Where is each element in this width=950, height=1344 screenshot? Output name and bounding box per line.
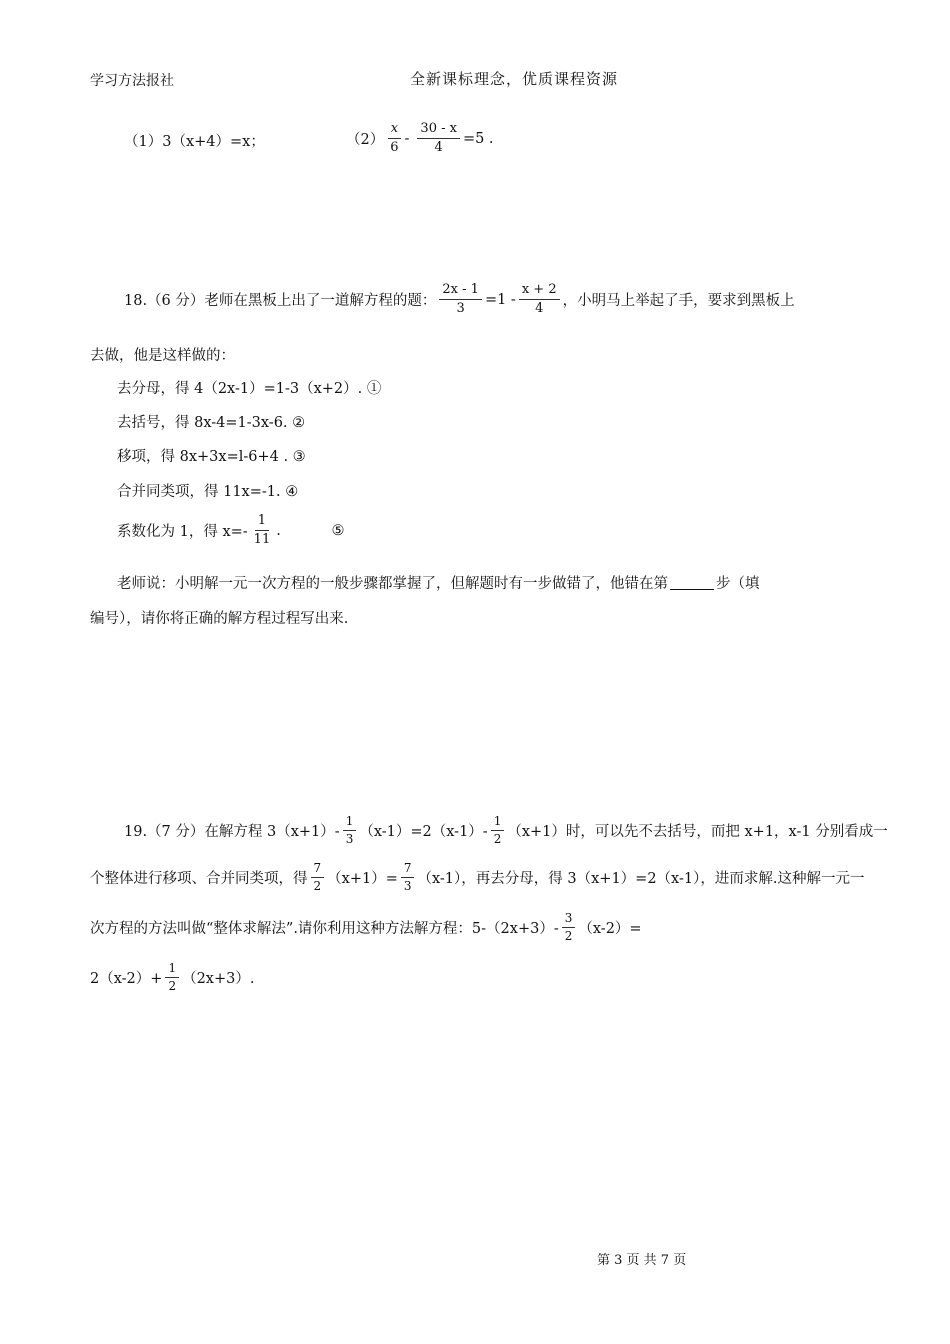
q17-part2	[346, 122, 494, 156]
q17-fraction-2	[417, 122, 460, 156]
q17-part1-text: （1）3（x+4）=x；	[124, 134, 265, 150]
q19-l1-b: （x-1）=2（x-1）-	[359, 824, 488, 841]
header-publisher: 学习方法报社	[90, 73, 174, 89]
fraction-denominator: 2	[493, 832, 502, 847]
q18-fraction-1	[439, 283, 482, 317]
q19-l2-b: （x+1）=	[327, 871, 398, 888]
q19-l3-fraction	[562, 912, 576, 943]
q17-fraction-1	[387, 122, 401, 156]
q17-part2-label: （2）	[346, 132, 385, 149]
fraction-denominator: 11	[253, 532, 271, 548]
fraction-numerator: x	[388, 122, 401, 139]
fraction-numerator: x + 2	[519, 283, 560, 300]
q19-line2	[90, 862, 864, 893]
q19-l1-a: 19.（7 分）在解方程 3（x+1）-	[124, 824, 340, 841]
header-slogan: 全新课标理念，优质课程资源	[410, 70, 619, 88]
fraction-denominator: 4	[535, 301, 544, 317]
q18-comment-tail: 步（填	[716, 576, 760, 592]
fraction-numerator: 7	[311, 862, 325, 878]
q19-l2-fraction-1	[311, 862, 325, 893]
fraction-numerator: 30 - x	[417, 122, 460, 139]
q19-l2-c: （x-1），再去分母，得 3（x+1）=2（x-1），进而求解.这种解一元一	[417, 871, 865, 888]
fraction-numerator: 1	[491, 815, 505, 831]
q18-step-1: 去分母，得 4（2x-1）=1-3（x+2）. ①	[117, 381, 382, 397]
fraction-denominator: 3	[403, 879, 412, 894]
q19-l1-c: （x+1）时，可以先不去括号，而把 x+1，x-1 分别看成一	[507, 824, 888, 841]
q19-l2-a: 个整体进行移项、合并同类项，得	[90, 871, 308, 888]
q19-l4-fraction	[165, 962, 179, 993]
q18-comment-text: 老师说：小明解一元一次方程的一般步骤都掌握了，但解题时有一步做错了，他错在第	[117, 576, 668, 592]
q19-l1-fraction-1	[343, 815, 357, 846]
q18-comment-continuation: 编号），请你将正确的解方程过程写出来.	[90, 611, 349, 627]
q18-line1	[124, 283, 795, 317]
q18-step-4: 合并同类项，得 11x=-1. ④	[117, 484, 299, 500]
q19-l2-fraction-2	[401, 862, 415, 893]
q17-part1	[124, 130, 265, 151]
q19-l3-b: （x-2）=	[578, 921, 642, 938]
page-number: 第 3 页 共 7 页	[597, 1253, 687, 1268]
fraction-denominator: 4	[434, 140, 443, 156]
fraction-numerator: 7	[401, 862, 415, 878]
q19-l4-b: （2x+3）.	[182, 971, 255, 988]
q18-step-3: 移项，得 8x+3x=l-6+4 . ③	[117, 449, 306, 465]
fraction-denominator: 2	[168, 979, 177, 994]
q18-step5-fraction	[251, 514, 274, 548]
fraction-numerator: 2x - 1	[439, 283, 482, 300]
q17-minus: -	[404, 130, 410, 147]
fraction-numerator: 1	[343, 815, 357, 831]
q18-step-5	[117, 514, 345, 548]
fraction-denominator: 6	[390, 140, 399, 156]
q18-step-2: 去括号，得 8x-4=1-3x-6. ②	[117, 415, 306, 431]
q19-line4	[90, 962, 254, 993]
fraction-numerator: 1	[165, 962, 179, 978]
q18-comment-line	[117, 572, 760, 593]
answer-blank[interactable]	[670, 575, 714, 590]
q19-line1	[124, 815, 888, 846]
q19-l3-a: 次方程的方法叫做“整体求解法”.请你利用这种方法解方程：5-（2x+3）-	[90, 921, 559, 938]
fraction-denominator: 2	[564, 929, 573, 944]
fraction-numerator: 1	[255, 514, 269, 531]
q18-fraction-2	[519, 283, 560, 317]
q18-mid: =1 -	[484, 291, 516, 308]
q18-step5-text: 系数化为 1，得 x=-	[117, 524, 248, 541]
q19-line3	[90, 912, 642, 943]
q18-after: ，小明马上举起了手，要求到黑板上	[562, 293, 795, 310]
q19-l4-a: 2（x-2）+	[90, 971, 163, 988]
fraction-denominator: 3	[345, 832, 354, 847]
q19-l1-fraction-2	[491, 815, 505, 846]
fraction-denominator: 3	[456, 301, 465, 317]
q18-step5-marker: . ⑤	[276, 522, 345, 539]
q18-intro: 18.（6 分）老师在黑板上出了一道解方程的题：	[124, 293, 437, 310]
fraction-denominator: 2	[313, 879, 322, 894]
fraction-numerator: 3	[562, 912, 576, 928]
q18-continuation: 去做，他是这样做的：	[90, 348, 235, 364]
q17-eq-tail: =5 .	[462, 130, 494, 147]
